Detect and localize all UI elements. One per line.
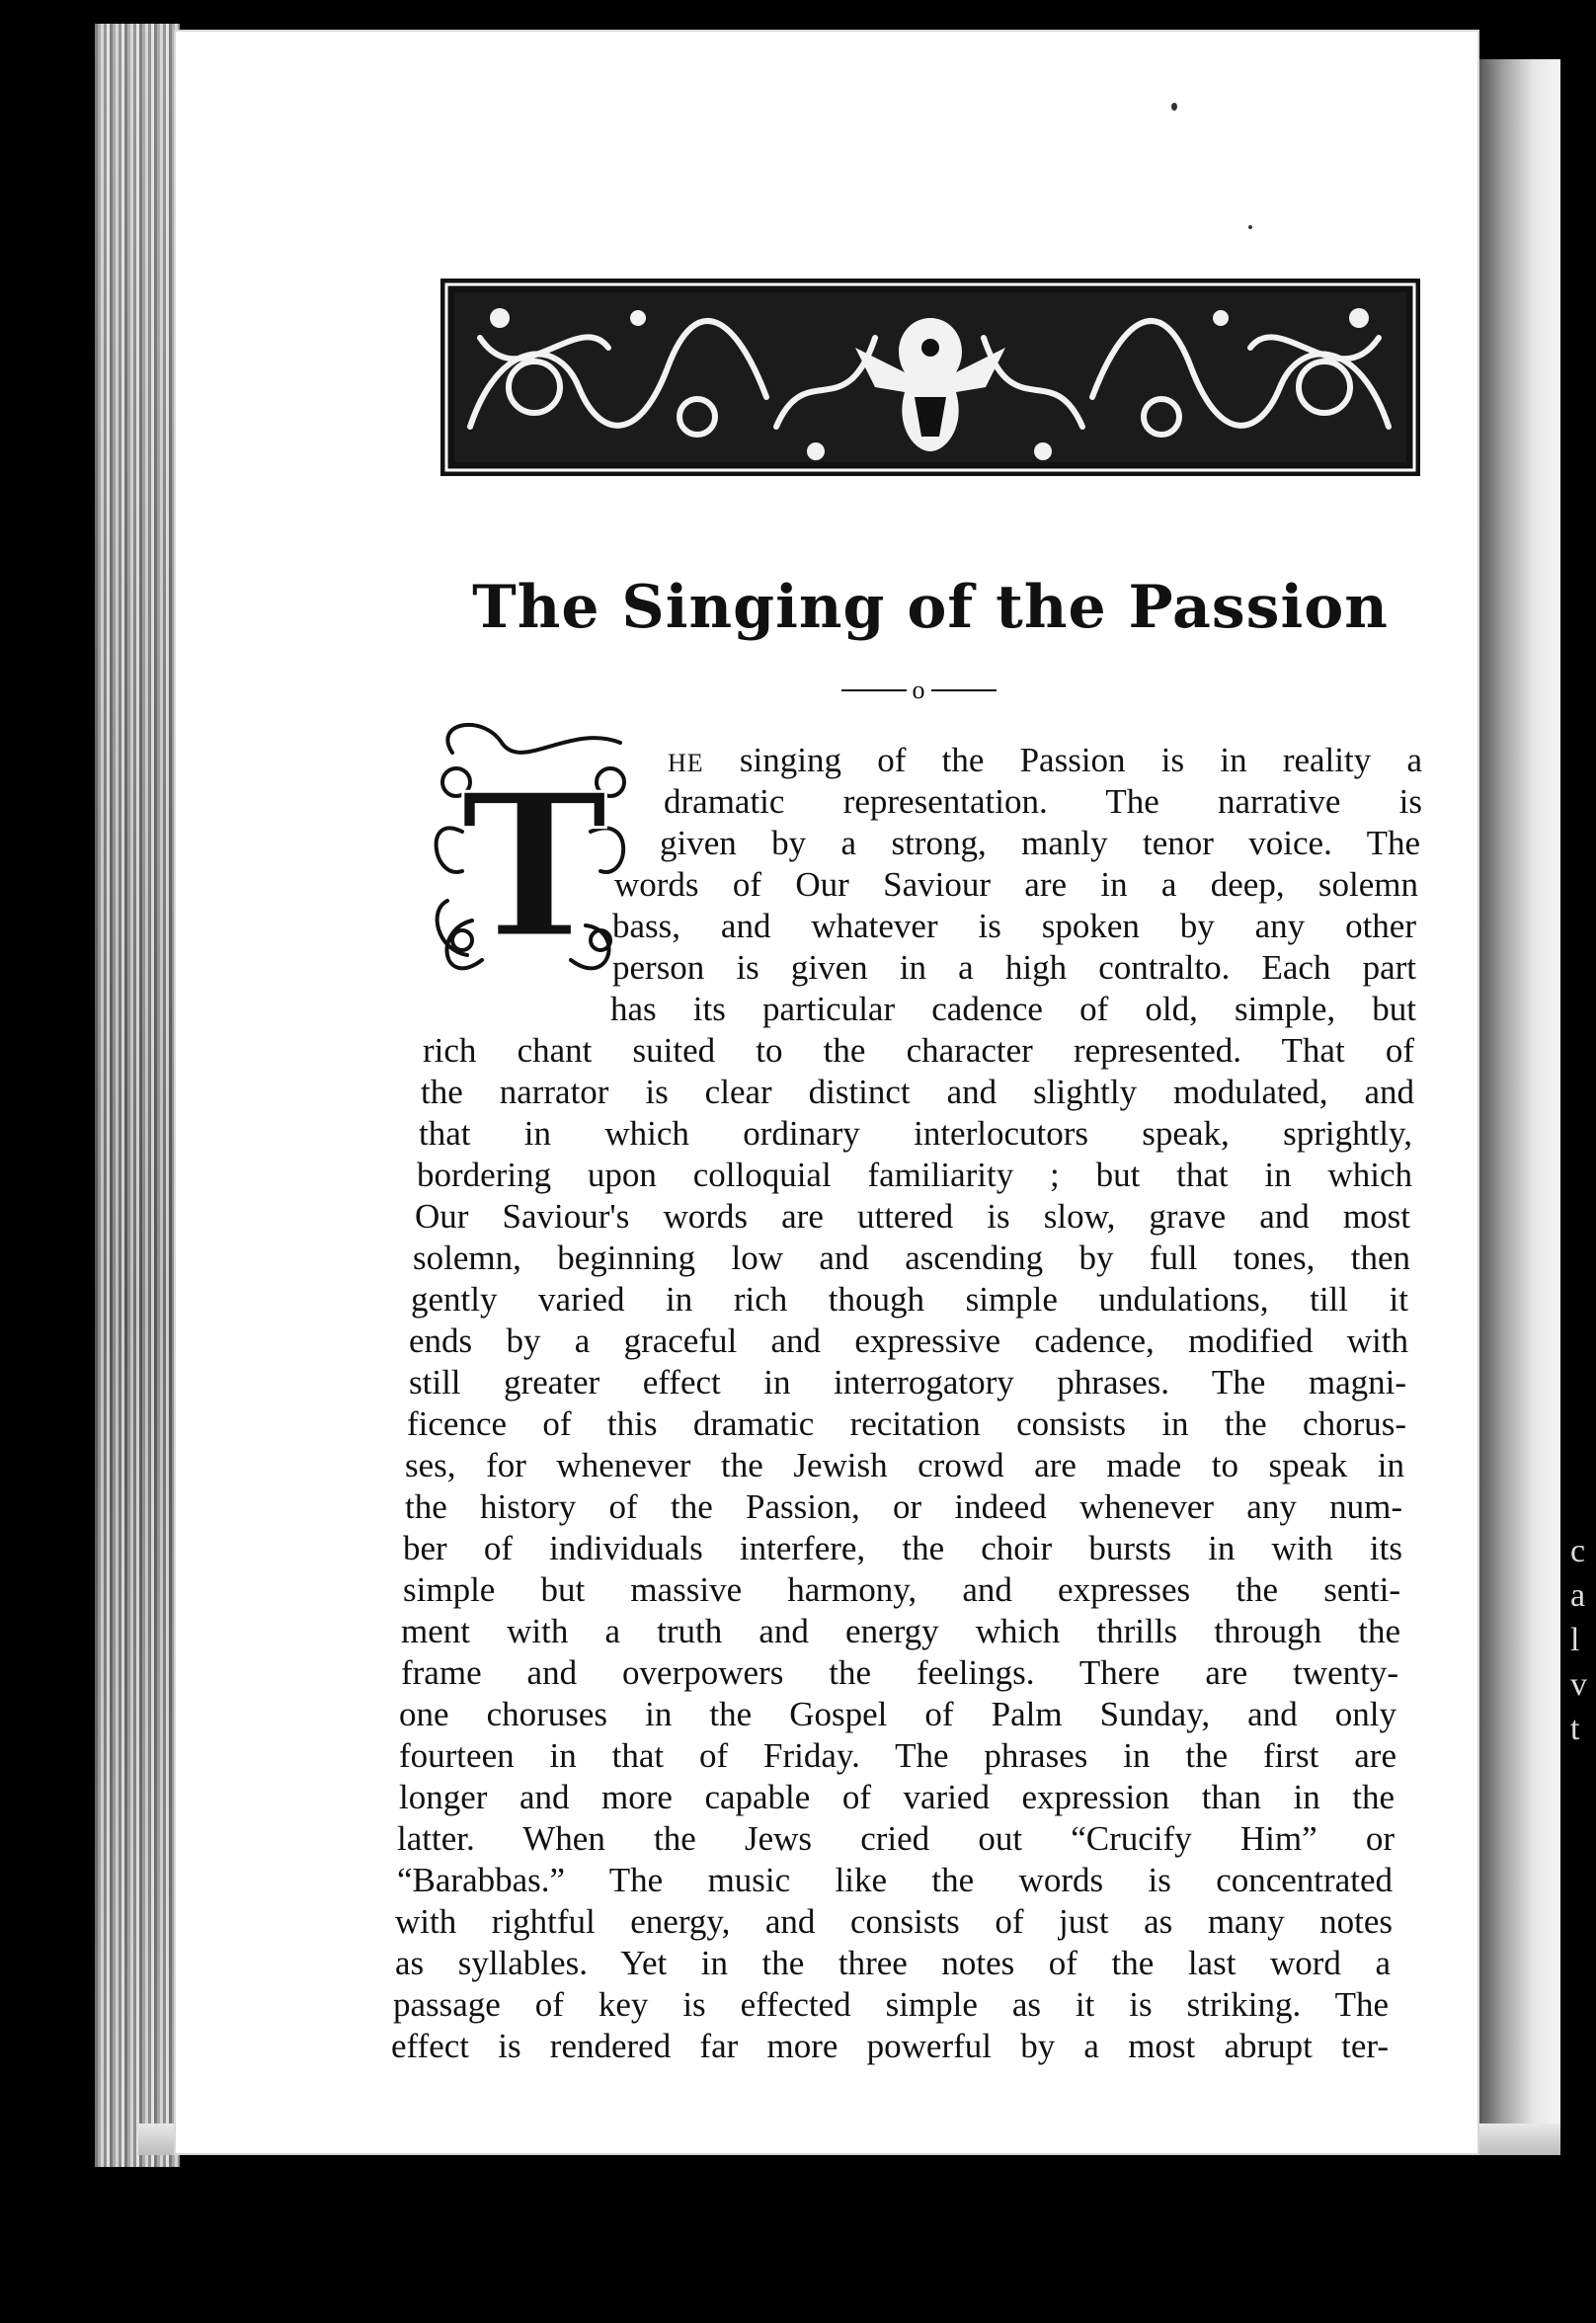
text-line: effect is rendered far more powerful by a most abrupt ter- xyxy=(391,2027,1389,2065)
text-line: words of Our Saviour are in a deep, solemn xyxy=(614,865,1418,904)
page-title: The Singing of the Passion xyxy=(472,573,1389,642)
fragment-letter: t xyxy=(1570,1711,1580,1747)
text-line: ficence of this dramatic recitation consists in the chorus- xyxy=(407,1404,1406,1443)
text-line: Our Saviour's words are uttered is slow, grave and most xyxy=(415,1197,1410,1236)
text-line: given by a strong, manly tenor voice. The xyxy=(660,824,1420,862)
small-caps-he: HE xyxy=(668,749,704,777)
text-line: the history of the Passion, or indeed whenever any num- xyxy=(405,1487,1402,1526)
text-line: fourteen in that of Friday. The phrases in the first are xyxy=(399,1736,1396,1775)
book-page-edges-shade xyxy=(95,24,180,2167)
text-line: simple but massive harmony, and expresses the senti- xyxy=(403,1570,1400,1609)
text-line: dramatic representation. The narrative is xyxy=(664,782,1422,821)
text-line: bass, and whatever is spoken by any other xyxy=(612,907,1416,945)
divider-mark: o xyxy=(912,676,925,704)
text-line: person is given in a high contralto. Each part xyxy=(612,948,1416,987)
text-line: latter. When the Jews cried out “Crucify Him” or xyxy=(397,1819,1395,1858)
text-line: with rightful energy, and consists of just as many notes xyxy=(395,1902,1393,1941)
opposite-page-fragments xyxy=(1570,1529,1596,1751)
text-line: frame and overpowers the feelings. There are twenty- xyxy=(401,1653,1398,1692)
fragment-letter: a xyxy=(1570,1577,1586,1614)
text-line-content: singing of the Passion is in reality a xyxy=(703,741,1422,779)
text-line: solemn, beginning low and ascending by full tones, then xyxy=(413,1239,1410,1277)
text-line: bordering upon colloquial familiarity ; but that in which xyxy=(417,1156,1412,1194)
text-line: ses, for whenever the Jewish crowd are made to speak in xyxy=(405,1446,1404,1484)
text-line: ber of individuals interfere, the choir bursts in with its xyxy=(403,1529,1402,1567)
text-line: as syllables. Yet in the three notes of the last word a xyxy=(395,1944,1391,1982)
text-line: ment with a truth and energy which thrills through the xyxy=(401,1612,1400,1650)
text-line xyxy=(668,743,1422,777)
dropcap-letter: T xyxy=(460,751,608,983)
text-line: the narrator is clear distinct and slightly modulated, and xyxy=(421,1073,1414,1111)
text-line: passage of key is effected simple as it is striking. The xyxy=(393,1985,1389,2024)
pelican-in-piety-ornament-icon xyxy=(440,279,1420,476)
ink-speck xyxy=(1171,103,1177,111)
text-line: that in which ordinary interlocutors speak, sprightly, xyxy=(419,1114,1412,1153)
fragment-letter: l xyxy=(1570,1622,1580,1658)
text-line: “Barabbas.” The music like the words is concentrated xyxy=(397,1861,1393,1899)
fragment-letter: c xyxy=(1570,1533,1586,1569)
opposite-page-shadow xyxy=(1470,59,1560,2155)
text-line: has its particular cadence of old, simple, but xyxy=(610,990,1416,1028)
text-line: still greater effect in interrogatory phrases. The magni- xyxy=(409,1363,1406,1402)
divider-rule-right xyxy=(931,689,997,691)
text-line: rich chant suited to the character represented. That of xyxy=(423,1031,1414,1070)
text-line: gently varied in rich though simple undulations, till it xyxy=(411,1280,1408,1319)
text-line: longer and more capable of varied expression than in the xyxy=(399,1778,1395,1816)
text-line: ends by a graceful and expressive cadence, modified with xyxy=(409,1322,1408,1360)
divider-rule-left xyxy=(841,689,907,691)
fragment-letter: v xyxy=(1570,1666,1587,1703)
title-divider xyxy=(820,676,1017,705)
text-line: one choruses in the Gospel of Palm Sunday, and only xyxy=(399,1695,1396,1733)
ink-speck xyxy=(1248,225,1252,229)
